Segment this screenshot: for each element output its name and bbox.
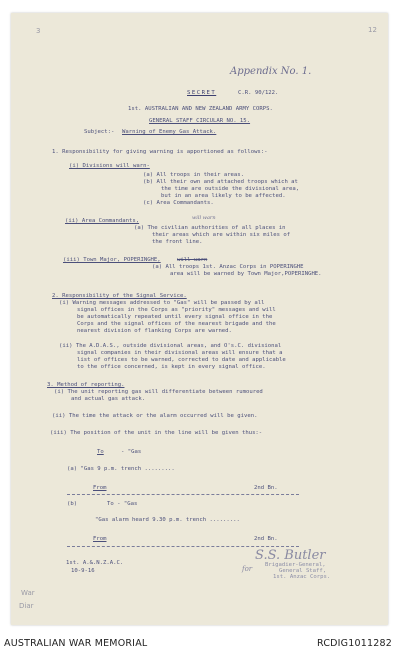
s1-i-b-1: (b) All their own and attached troops which at bbox=[143, 179, 298, 185]
document-page bbox=[11, 13, 388, 625]
form-b-label: (b) bbox=[67, 501, 78, 507]
footer-reference: RCDIG1011282 bbox=[317, 638, 392, 649]
signoff-title-2: General Staff, bbox=[279, 568, 327, 574]
s1-ii-a-2: their areas which are within six miles of bbox=[152, 232, 291, 238]
form-b-message: "Gas alarm heard 9.30 p.m. trench ......... bbox=[95, 517, 240, 523]
signoff-date: 10-9-16 bbox=[71, 568, 95, 574]
form-a-divider bbox=[67, 494, 299, 495]
signature-for: for bbox=[242, 565, 253, 573]
s1-iii-struck: will warn bbox=[177, 257, 208, 263]
subject-text: Warning of Enemy Gas Attack. bbox=[122, 129, 217, 135]
s1-ii-a-3: the front line. bbox=[152, 239, 203, 245]
appendix-note: Appendix No. 1. bbox=[230, 66, 312, 77]
form-b-divider bbox=[67, 546, 299, 547]
s3-ii: (ii) The time the attack or the alarm occurred will be given. bbox=[52, 413, 258, 419]
signoff-place: 1st. A.&.N.Z.A.C. bbox=[66, 560, 124, 566]
s2-i-2: signal offices in the Corps as "priority" messages and will bbox=[77, 307, 276, 313]
s1-ii-handwritten: will warn bbox=[192, 215, 216, 221]
reference-number: C.R. 90/122. bbox=[238, 90, 279, 96]
pencil-margin-note-1: War bbox=[21, 589, 35, 597]
s2-i-5: nearest division of flanking Corps are warned. bbox=[77, 328, 232, 334]
form-b-to: To - "Gas bbox=[107, 501, 138, 507]
section-2-heading: 2. Responsibility of the Signal Service. bbox=[52, 293, 187, 299]
pencil-folio-number: 12 bbox=[368, 26, 377, 34]
footer-credit: AUSTRALIAN WAR MEMORIAL bbox=[4, 638, 148, 649]
signoff-title-3: 1st. Anzac Corps. bbox=[273, 574, 331, 580]
form-a-to-gas: - "Gas bbox=[121, 449, 142, 455]
subject-label: Subject:- bbox=[84, 129, 115, 135]
circular-title: GENERAL STAFF CIRCULAR NO. 15. bbox=[149, 118, 251, 124]
s2-ii-1: (ii) The A.D.A.S., outside divisional areas, and O's.C. divisional bbox=[59, 343, 282, 349]
s2-i-1: (i) Warning messages addressed to "Gas" will be passed by all bbox=[59, 300, 265, 306]
s1-iii-label: (iii) Town Major, POPERINGHE, bbox=[63, 257, 161, 263]
s1-i-a: (a) All troops in their areas. bbox=[143, 172, 245, 178]
signoff-title-1: Brigadier-General, bbox=[265, 562, 326, 568]
form-a-from-unit: 2nd Bn. bbox=[254, 485, 278, 491]
s2-ii-4: to the office concerned, is kept in every signal office. bbox=[77, 364, 266, 370]
s1-ii-label: (ii) Area Commandants, bbox=[65, 218, 140, 224]
signature: S.S. Butler bbox=[255, 548, 326, 563]
form-b-from-unit: 2nd Bn. bbox=[254, 536, 278, 542]
s2-ii-3: list of offices to be warned, corrected to date and applicable bbox=[77, 357, 286, 363]
section-1-heading: 1. Responsibility for giving warning is apportioned as follows:- bbox=[52, 149, 268, 155]
s1-i-b-3: but in an area likely to be affected. bbox=[161, 193, 286, 199]
s3-iii: (iii) The position of the unit in the line will be given thus:- bbox=[50, 430, 263, 436]
s1-i-c: (c) Area Commandants. bbox=[143, 200, 214, 206]
form-a-to: To bbox=[97, 449, 104, 455]
s1-i-label: (i) Divisions will warn- bbox=[69, 163, 150, 169]
s3-i-2: and actual gas attack. bbox=[71, 396, 146, 402]
secret-stamp: SECRET bbox=[187, 90, 217, 96]
s1-i-b-2: the time are outside the divisional area, bbox=[161, 186, 300, 192]
pencil-page-mark: 3 bbox=[36, 27, 41, 35]
s1-ii-a-1: (a) The civilian authorities of all places in bbox=[134, 225, 286, 231]
s1-iii-a-2: area will be warned by Town Major,POPERINGHE. bbox=[170, 271, 322, 277]
s2-i-4: Corps and the signal offices of the nearest brigade and the bbox=[77, 321, 276, 327]
form-a-from: From bbox=[93, 485, 107, 491]
s3-i-1: (i) The unit reporting gas will differentiate between rumoured bbox=[54, 389, 263, 395]
s2-ii-2: signal companies in their divisional areas will ensure that a bbox=[77, 350, 283, 356]
form-a-message: (a) "Gas 9 p.m. trench ......... bbox=[67, 466, 175, 472]
corps-title: 1st. AUSTRALIAN AND NEW ZEALAND ARMY CORPS. bbox=[128, 106, 273, 112]
form-b-from: From bbox=[93, 536, 107, 542]
section-3-heading: 3. Method of reporting. bbox=[47, 382, 125, 388]
s2-i-3: be automatically repeated until every signal office in the bbox=[77, 314, 273, 320]
pencil-margin-note-2: Diar bbox=[19, 602, 34, 610]
s1-iii-a-1: (a) All troops 1st. Anzac Corps in POPERINGHE bbox=[152, 264, 304, 270]
